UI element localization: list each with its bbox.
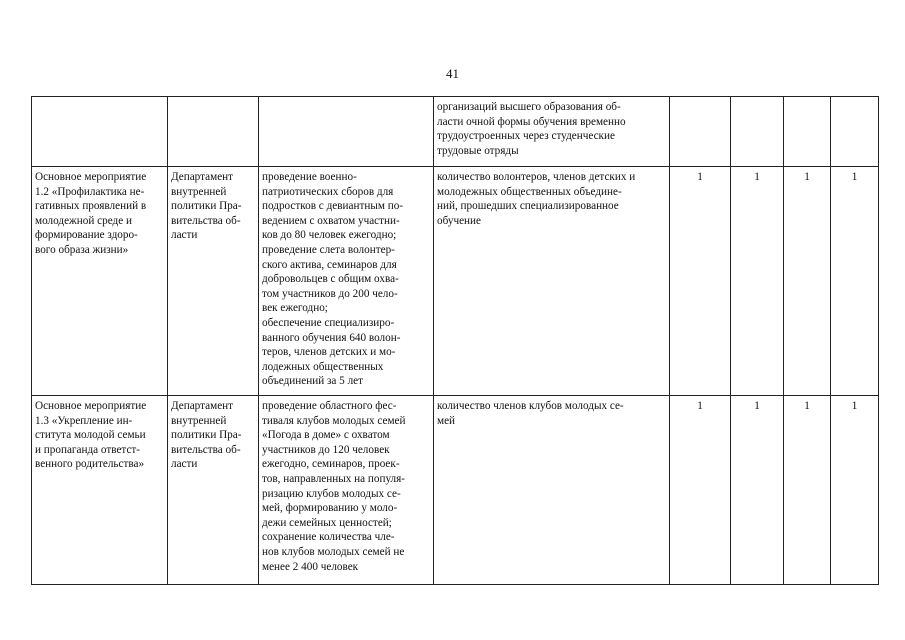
value-cell: 1	[784, 396, 831, 585]
table-row	[32, 167, 879, 396]
measure-cell: Основное мероприятие 1.3 «Укрепление ин- ститута молодой семьи и пропаганда ответст- венного родительства»	[32, 396, 168, 585]
value-cell: 1	[784, 167, 831, 396]
program-measures-table	[31, 96, 879, 585]
executor-cell: Департамент внутренней политики Пра- вительства об- ласти	[168, 167, 259, 396]
value-cell: 1	[731, 167, 784, 396]
indicator-cell: количество волонтеров, членов детских и молодежных общественных объедине- ний, прошедших специализированное обучение	[434, 167, 670, 396]
executor-cell	[168, 97, 259, 167]
value-cell: 1	[731, 396, 784, 585]
table-row	[32, 396, 879, 585]
value-cell: 1	[831, 167, 879, 396]
value-cell: 1	[670, 167, 731, 396]
page-number: 41	[446, 66, 459, 81]
value-cell	[831, 97, 879, 167]
activities-cell: проведение областного фес- тиваля клубов молодых семей «Погода в доме» с охватом участников до 120 человек ежегодно, семинаров, проек- тов, направленных на популя- ризацию клубов молодых се- мей, формированию у моло- дежи семейных ценностей; сохранение количества чле- нов клубов молодых семей не менее 2 400 человек	[259, 396, 434, 585]
measure-cell: Основное мероприятие 1.2 «Профилактика не- гативных проявлений в молодежной среде и формирование здоро- вого образа жизни»	[32, 167, 168, 396]
value-cell	[731, 97, 784, 167]
measure-cell	[32, 97, 168, 167]
indicator-cell: количество членов клубов молодых се- мей	[434, 396, 670, 585]
value-cell: 1	[831, 396, 879, 585]
value-cell: 1	[670, 396, 731, 585]
executor-cell: Департамент внутренней политики Пра- вительства об- ласти	[168, 396, 259, 585]
value-cell	[670, 97, 731, 167]
indicator-cell: организаций высшего образования об- ласти очной формы обучения временно трудоустроенных через студенческие трудовые отряды	[434, 97, 670, 167]
table-row	[32, 97, 879, 167]
value-cell	[784, 97, 831, 167]
activities-cell	[259, 97, 434, 167]
activities-cell: проведение военно- патриотических сборов для подростков с девиантным по- ведением с охватом участни- ков до 80 человек ежегодно; проведение слета волонтер- ского актива, семинаров для добровольцев с общим охва- том участников до 200 чело- век ежегодно; обеспечение специализиро- ванного обучения 640 волон- теров, членов детских и мо- лодежных общественных объединений за 5 лет	[259, 167, 434, 396]
